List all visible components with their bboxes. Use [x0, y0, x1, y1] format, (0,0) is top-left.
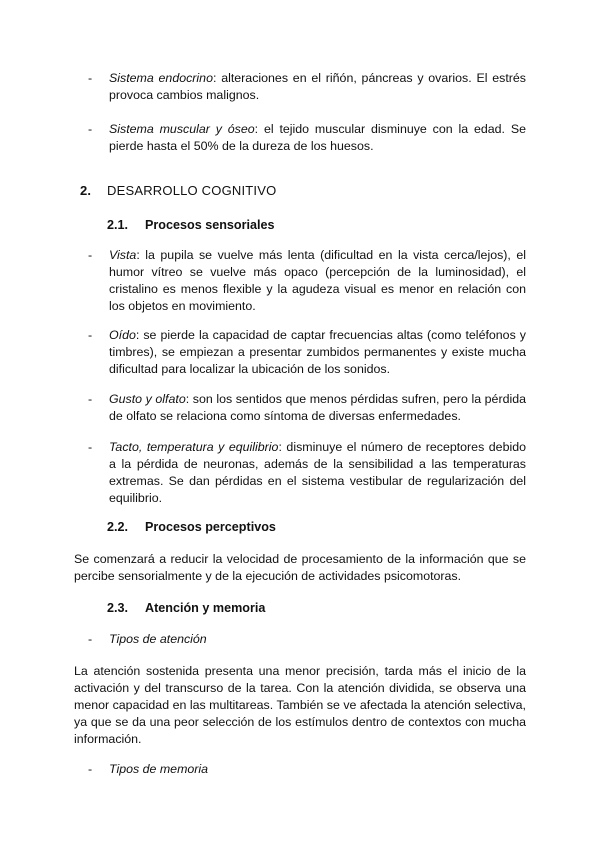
- list-dash: -: [88, 328, 93, 342]
- item-sep: :: [254, 122, 259, 136]
- subsection-number: 2.1.: [107, 218, 129, 232]
- item-sep: :: [135, 328, 140, 342]
- subsection-heading-2-2: [107, 519, 526, 536]
- item-term: Tacto, temperatura y equilibrio: [109, 440, 279, 454]
- list-item-vista: [88, 247, 526, 315]
- list-dash: -: [88, 632, 93, 646]
- list-item-gusto-olfato: [88, 391, 526, 425]
- item-term: Tipos de atención: [109, 632, 207, 646]
- subsection-number: 2.2.: [107, 520, 129, 534]
- list-item-tipos-memoria: [88, 761, 526, 778]
- item-term: Gusto y olfato: [109, 392, 186, 406]
- list-item-tipos-atencion: [88, 631, 526, 648]
- item-term: Sistema muscular y óseo: [109, 122, 255, 136]
- list-dash: -: [88, 71, 93, 85]
- list-item-tacto: [88, 439, 526, 507]
- paragraph-atencion: La atención sostenida presenta una menor precisión, tarda más el inicio de la activación y del transcurso de la tarea. Con la atención dividida, se observa una menor capacidad en las multitareas. También se ve afectada la atención selectiva, ya que se da una peor selección de los estímulos dentro de contextos con mucha información.: [74, 664, 526, 746]
- subsection-number: 2.3.: [107, 601, 129, 615]
- item-text: la pupila se vuelve más lenta (dificultad en la vista cerca/lejos), el humor vítreo se vuelve más opaco (percepción de la luminosidad), el cristalino es menos flexible y la agudeza visual es menor en relación con los objetos en movimiento.: [109, 248, 526, 313]
- item-text: alteraciones en el riñón, páncreas y ovarios. El estrés provoca cambios malignos.: [109, 71, 526, 102]
- list-dash: -: [88, 392, 93, 406]
- paragraph-procesos-perceptivos: Se comenzará a reducir la velocidad de procesamiento de la información que se percibe sensorialmente y de la ejecución de actividades psicomotoras.: [74, 552, 526, 583]
- list-dash: -: [88, 122, 93, 136]
- item-text: son los sentidos que menos pérdidas sufren, pero la pérdida de olfato se relaciona como síntoma de diversas enfermedades.: [109, 392, 526, 423]
- subsection-title: Procesos sensoriales: [145, 218, 275, 232]
- list-item-endocrino: [88, 70, 526, 104]
- list-dash: -: [88, 440, 93, 454]
- subsection-heading-2-1: [107, 217, 526, 234]
- list-item-oido: [88, 327, 526, 378]
- item-term: Tipos de memoria: [109, 762, 209, 776]
- item-sep: :: [278, 440, 282, 454]
- section-number: 2.: [80, 183, 92, 198]
- item-text: disminuye el número de receptores debido a la pérdida de neuronas, además de la sensibilidad a las temperaturas extremas. Se dan pérdidas en el sistema vestibular de regularización del equilibrio.: [109, 440, 526, 505]
- section-heading-2: [80, 182, 526, 199]
- subsection-title: Atención y memoria: [145, 601, 266, 615]
- item-sep: :: [212, 71, 217, 85]
- list-dash: -: [88, 248, 93, 262]
- subsection-heading-2-3: [107, 600, 526, 617]
- item-text: se pierde la capacidad de captar frecuencias altas (como teléfonos y timbres), se empiezan a presentar zumbidos permanentes y existe mucha dificultad para localizar la ubicación de los sonidos.: [109, 328, 526, 376]
- item-term: Oído: [109, 328, 136, 342]
- list-item-muscular: [88, 121, 526, 155]
- item-sep: :: [136, 248, 140, 262]
- item-term: Vista: [109, 248, 137, 262]
- list-dash: -: [88, 762, 93, 776]
- item-term: Sistema endocrino: [109, 71, 213, 85]
- item-sep: :: [185, 392, 190, 406]
- section-title: DESARROLLO COGNITIVO: [107, 183, 277, 198]
- item-text: el tejido muscular disminuye con la edad. Se pierde hasta el 50% de la dureza de los huesos.: [109, 122, 526, 153]
- subsection-title: Procesos perceptivos: [145, 520, 276, 534]
